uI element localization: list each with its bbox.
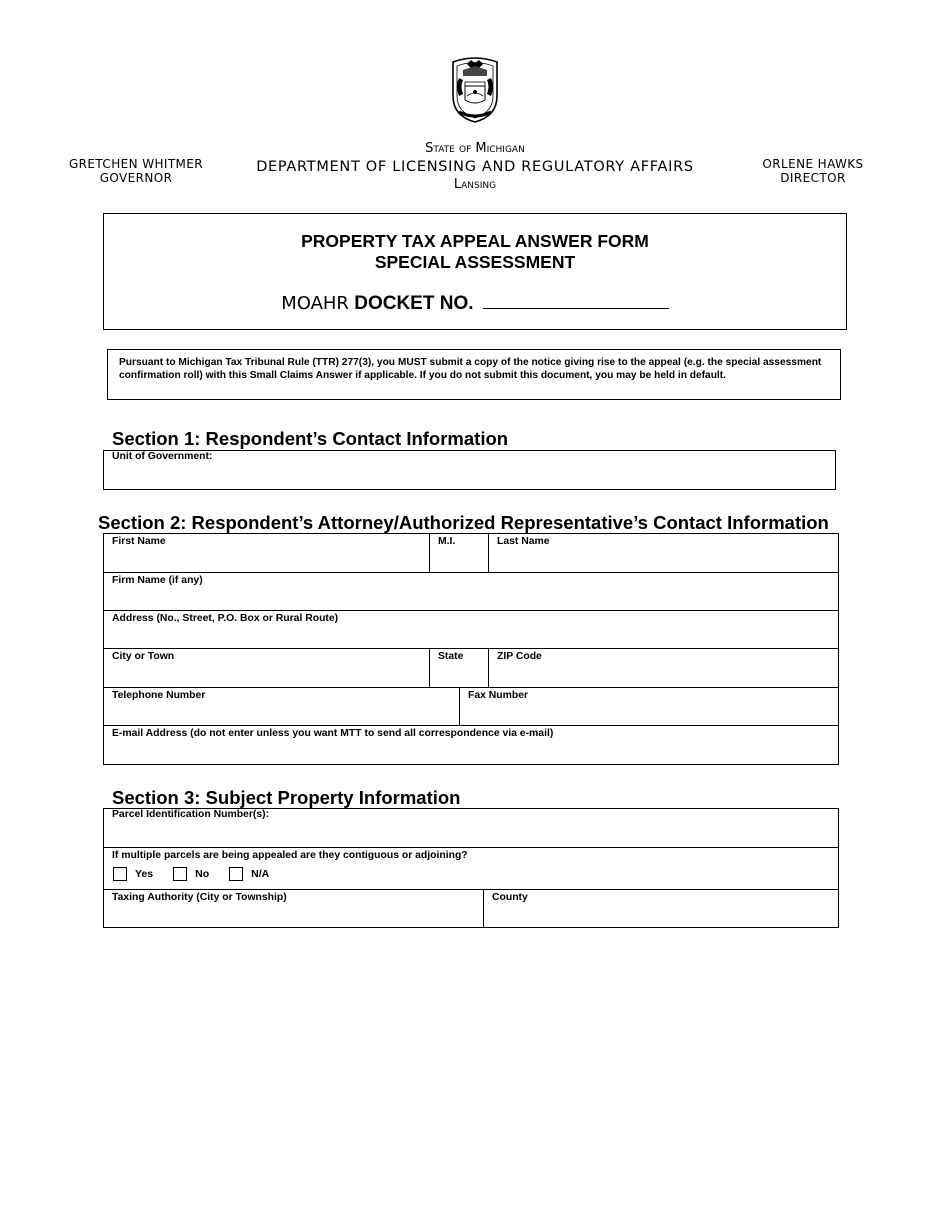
governor-block <box>60 157 212 185</box>
contiguous-row <box>104 847 838 889</box>
email-label: E-mail Address (do not enter unless you want MTT to send all correspondence via e-mail) <box>112 728 554 739</box>
email-row <box>104 725 838 764</box>
taxing-county-row <box>104 889 838 927</box>
middle-initial-label: M.I. <box>438 536 456 547</box>
city-field[interactable] <box>104 649 429 687</box>
section3-table <box>103 808 839 928</box>
parcel-row <box>104 809 838 847</box>
option-na[interactable] <box>229 867 269 881</box>
form-subtitle: SPECIAL ASSESSMENT <box>374 252 576 272</box>
telephone-label: Telephone Number <box>112 690 206 701</box>
option-yes[interactable] <box>113 867 153 881</box>
first-name-label: First Name <box>112 536 166 547</box>
section2-table <box>103 533 839 765</box>
phone-fax-row <box>104 687 838 726</box>
contiguous-options <box>113 867 289 881</box>
last-name-field[interactable] <box>488 534 838 572</box>
parcel-id-field[interactable] <box>104 809 838 847</box>
address-label: Address (No., Street, P.O. Box or Rural Route) <box>112 613 339 624</box>
state-label: State <box>438 651 464 662</box>
taxing-authority-label: Taxing Authority (City or Township) <box>112 892 287 903</box>
na-checkbox[interactable] <box>229 867 243 881</box>
city-name: Lansing <box>453 177 497 192</box>
no-checkbox[interactable] <box>173 867 187 881</box>
docket-number-field[interactable] <box>483 292 669 309</box>
section3-heading: Section 3: Subject Property Information <box>112 787 461 808</box>
firm-name-label: Firm Name (if any) <box>112 575 203 586</box>
contiguous-question: If multiple parcels are being appealed are they contiguous or adjoining? <box>112 850 468 861</box>
docket-label: DOCKET NO. <box>354 293 474 314</box>
governor-title: GOVERNOR <box>99 171 173 185</box>
unit-of-government-field[interactable] <box>104 451 835 489</box>
parcel-id-label: Parcel Identification Number(s): <box>112 809 270 820</box>
zip-field[interactable] <box>488 649 838 687</box>
last-name-label: Last Name <box>497 536 550 547</box>
fax-label: Fax Number <box>468 690 529 701</box>
director-title: DIRECTOR <box>780 171 846 185</box>
form-title-box <box>103 213 847 330</box>
notice-box: Pursuant to Michigan Tax Tribunal Rule (TTR) 277(3), you MUST submit a copy of the notice giving rise to the appeal (e.g. the special assessment confirmation roll) with this Small Claims Answer if applicable. If you do not submit this document, you may be held in default. <box>107 349 841 400</box>
option-no[interactable] <box>173 867 209 881</box>
address-field[interactable] <box>104 611 838 649</box>
section2-heading: Section 2: Respondent’s Attorney/Authorized Representative’s Contact Information <box>98 512 829 533</box>
city-state-zip-row <box>104 648 838 687</box>
unit-of-government-label: Unit of Government: <box>112 451 213 462</box>
michigan-state-seal <box>445 56 505 124</box>
no-label: No <box>195 868 210 880</box>
city-label: City or Town <box>112 651 175 662</box>
state-field[interactable] <box>429 649 488 687</box>
first-name-field[interactable] <box>104 534 429 572</box>
docket-number-line <box>104 292 846 315</box>
firm-name-field[interactable] <box>104 573 838 611</box>
department-name: DEPARTMENT OF LICENSING AND REGULATORY AFFAIRS <box>256 159 694 175</box>
director-name: ORLENE HAWKS <box>762 157 864 171</box>
section1-heading: Section 1: Respondent’s Contact Information <box>112 428 509 449</box>
form-title: PROPERTY TAX APPEAL ANSWER FORM <box>301 231 649 251</box>
middle-initial-field[interactable] <box>429 534 488 572</box>
section1-table <box>103 450 836 490</box>
firm-row <box>104 572 838 611</box>
director-block <box>738 157 888 185</box>
email-field[interactable] <box>104 726 838 764</box>
county-label: County <box>492 892 528 903</box>
taxing-authority-field[interactable] <box>104 890 483 927</box>
yes-checkbox[interactable] <box>113 867 127 881</box>
telephone-field[interactable] <box>104 688 459 726</box>
zip-label: ZIP Code <box>497 651 542 662</box>
na-label: N/A <box>251 868 270 880</box>
governor-name: GRETCHEN WHITMER <box>68 157 204 171</box>
docket-prefix: MOAHR <box>281 293 349 314</box>
fax-field[interactable] <box>459 688 838 726</box>
name-row <box>104 534 838 572</box>
state-name: State of Michigan <box>425 141 525 156</box>
county-field[interactable] <box>483 890 838 927</box>
address-row <box>104 610 838 649</box>
department-heading <box>240 140 710 194</box>
yes-label: Yes <box>135 868 154 880</box>
